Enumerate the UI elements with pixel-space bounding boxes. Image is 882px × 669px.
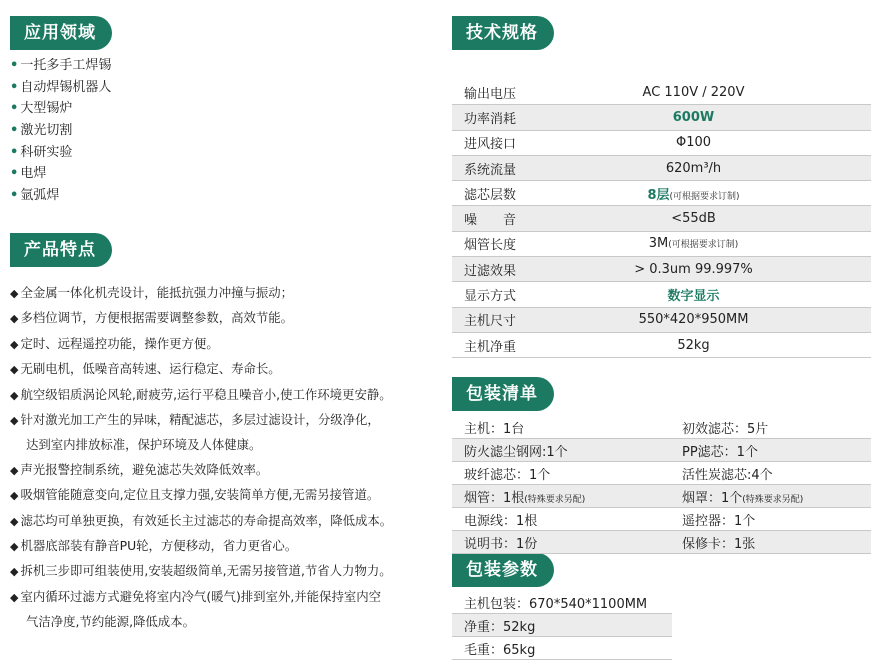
table-row: 净重：52kg [452,614,672,637]
table-row: 主机尺寸 550*420*950MM [452,308,871,333]
table-row: 烟管长度 3M(可根据要求订制) [452,232,871,257]
list-item: ◆ 声光报警控制系统，避免滤芯失效降低效率。 [10,461,269,477]
table-row: 说明书：1份 保修卡：1张 [452,531,871,554]
table-row: 防火滤尘钢网:1个 PP滤芯：1个 [452,439,871,462]
section-title-packing: 包装清单 [452,377,554,411]
list-item: ◆ 无刷电机，低噪音高转速、运行稳定、寿命长。 [10,361,281,377]
table-row: 过滤效果 > 0.3um 99.997% [452,257,871,282]
table-row: 电源线：1根 遥控器：1个 [452,508,871,531]
table-row: 输出电压 AC 110V / 220V [452,80,871,105]
table-row: 噪 音 <55dB [452,206,871,231]
table-row: 进风接口 Φ100 [452,131,871,156]
table-row: 毛重：65kg [452,637,672,660]
section-title-applications: 应用领域 [10,16,112,50]
list-item: • 电焊 [10,166,47,182]
list-item: ◆ 航空级铝质涡论风轮,耐疲劳,运行平稳且噪音小,使工作环境更安静。 [10,386,392,402]
package-params-table [452,591,672,660]
table-row: 主机净重 52kg [452,333,871,358]
table-row: 主机包装：670*540*1100MM [452,591,672,614]
list-item: ◆ 多档位调节，方便根据需要调整参数，高效节能。 [10,310,294,326]
table-row: 功率消耗 600W [452,105,871,130]
packing-table [452,416,871,554]
table-row: 系统流量 620m³/h [452,156,871,181]
table-row: 显示方式 数字显示 [452,282,871,307]
list-item-continuation: 气洁净度,节约能源,降低成本。 [26,614,195,630]
list-item: ◆ 定时、远程遥控功能，操作更方便。 [10,335,219,351]
features-list [10,281,428,635]
section-title-package-params: 包装参数 [452,553,554,587]
table-row: 主机：1台 初效滤芯：5片 [452,416,871,439]
spec-table [452,80,871,358]
list-item: ◆ 滤芯均可单独更换，有效延长主过滤芯的寿命提高效率，降低成本。 [10,512,393,528]
table-row: 烟管：1根(特殊要求另配) 烟罩：1个(特殊要求另配) [452,485,871,508]
applications-list [10,55,111,207]
section-title-specs: 技术规格 [452,16,554,50]
section-title-features: 产品特点 [10,233,112,267]
table-row: 滤芯层数 8层(可根据要求订制) [452,181,871,206]
list-item: • 一托多手工焊锡 [10,58,112,73]
list-item: • 激光切割 [10,123,73,139]
list-item: ◆ 室内循环过滤方式避免将室内冷气(暖气)排到室外,并能保持室内空 [10,588,382,604]
list-item: ◆ 机器底部装有静音PU轮，方便移动，省力更省心。 [10,538,298,554]
list-item: • 科研实验 [10,144,73,160]
list-item-continuation: 达到室内排放标准，保护环境及人体健康。 [26,437,262,453]
list-item: ◆ 全金属一体化机壳设计，能抵抗强力冲撞与振动； [10,285,294,300]
list-item: • 氩弧焊 [10,188,60,204]
list-item: • 大型锡炉 [10,101,73,117]
list-item: • 自动焊锡机器人 [10,79,112,95]
list-item: ◆ 拆机三步即可组装使用,安装超级简单,无需另接管道,节省人力物力。 [10,563,392,579]
table-row: 玻纤滤芯：1个 活性炭滤芯:4个 [452,462,871,485]
list-item: ◆ 吸烟管能随意变向,定位且支撑力强,安装简单方便,无需另接管道。 [10,487,380,503]
list-item: ◆ 针对激光加工产生的异味，精配滤芯，多层过滤设计，分级净化， [10,412,380,428]
